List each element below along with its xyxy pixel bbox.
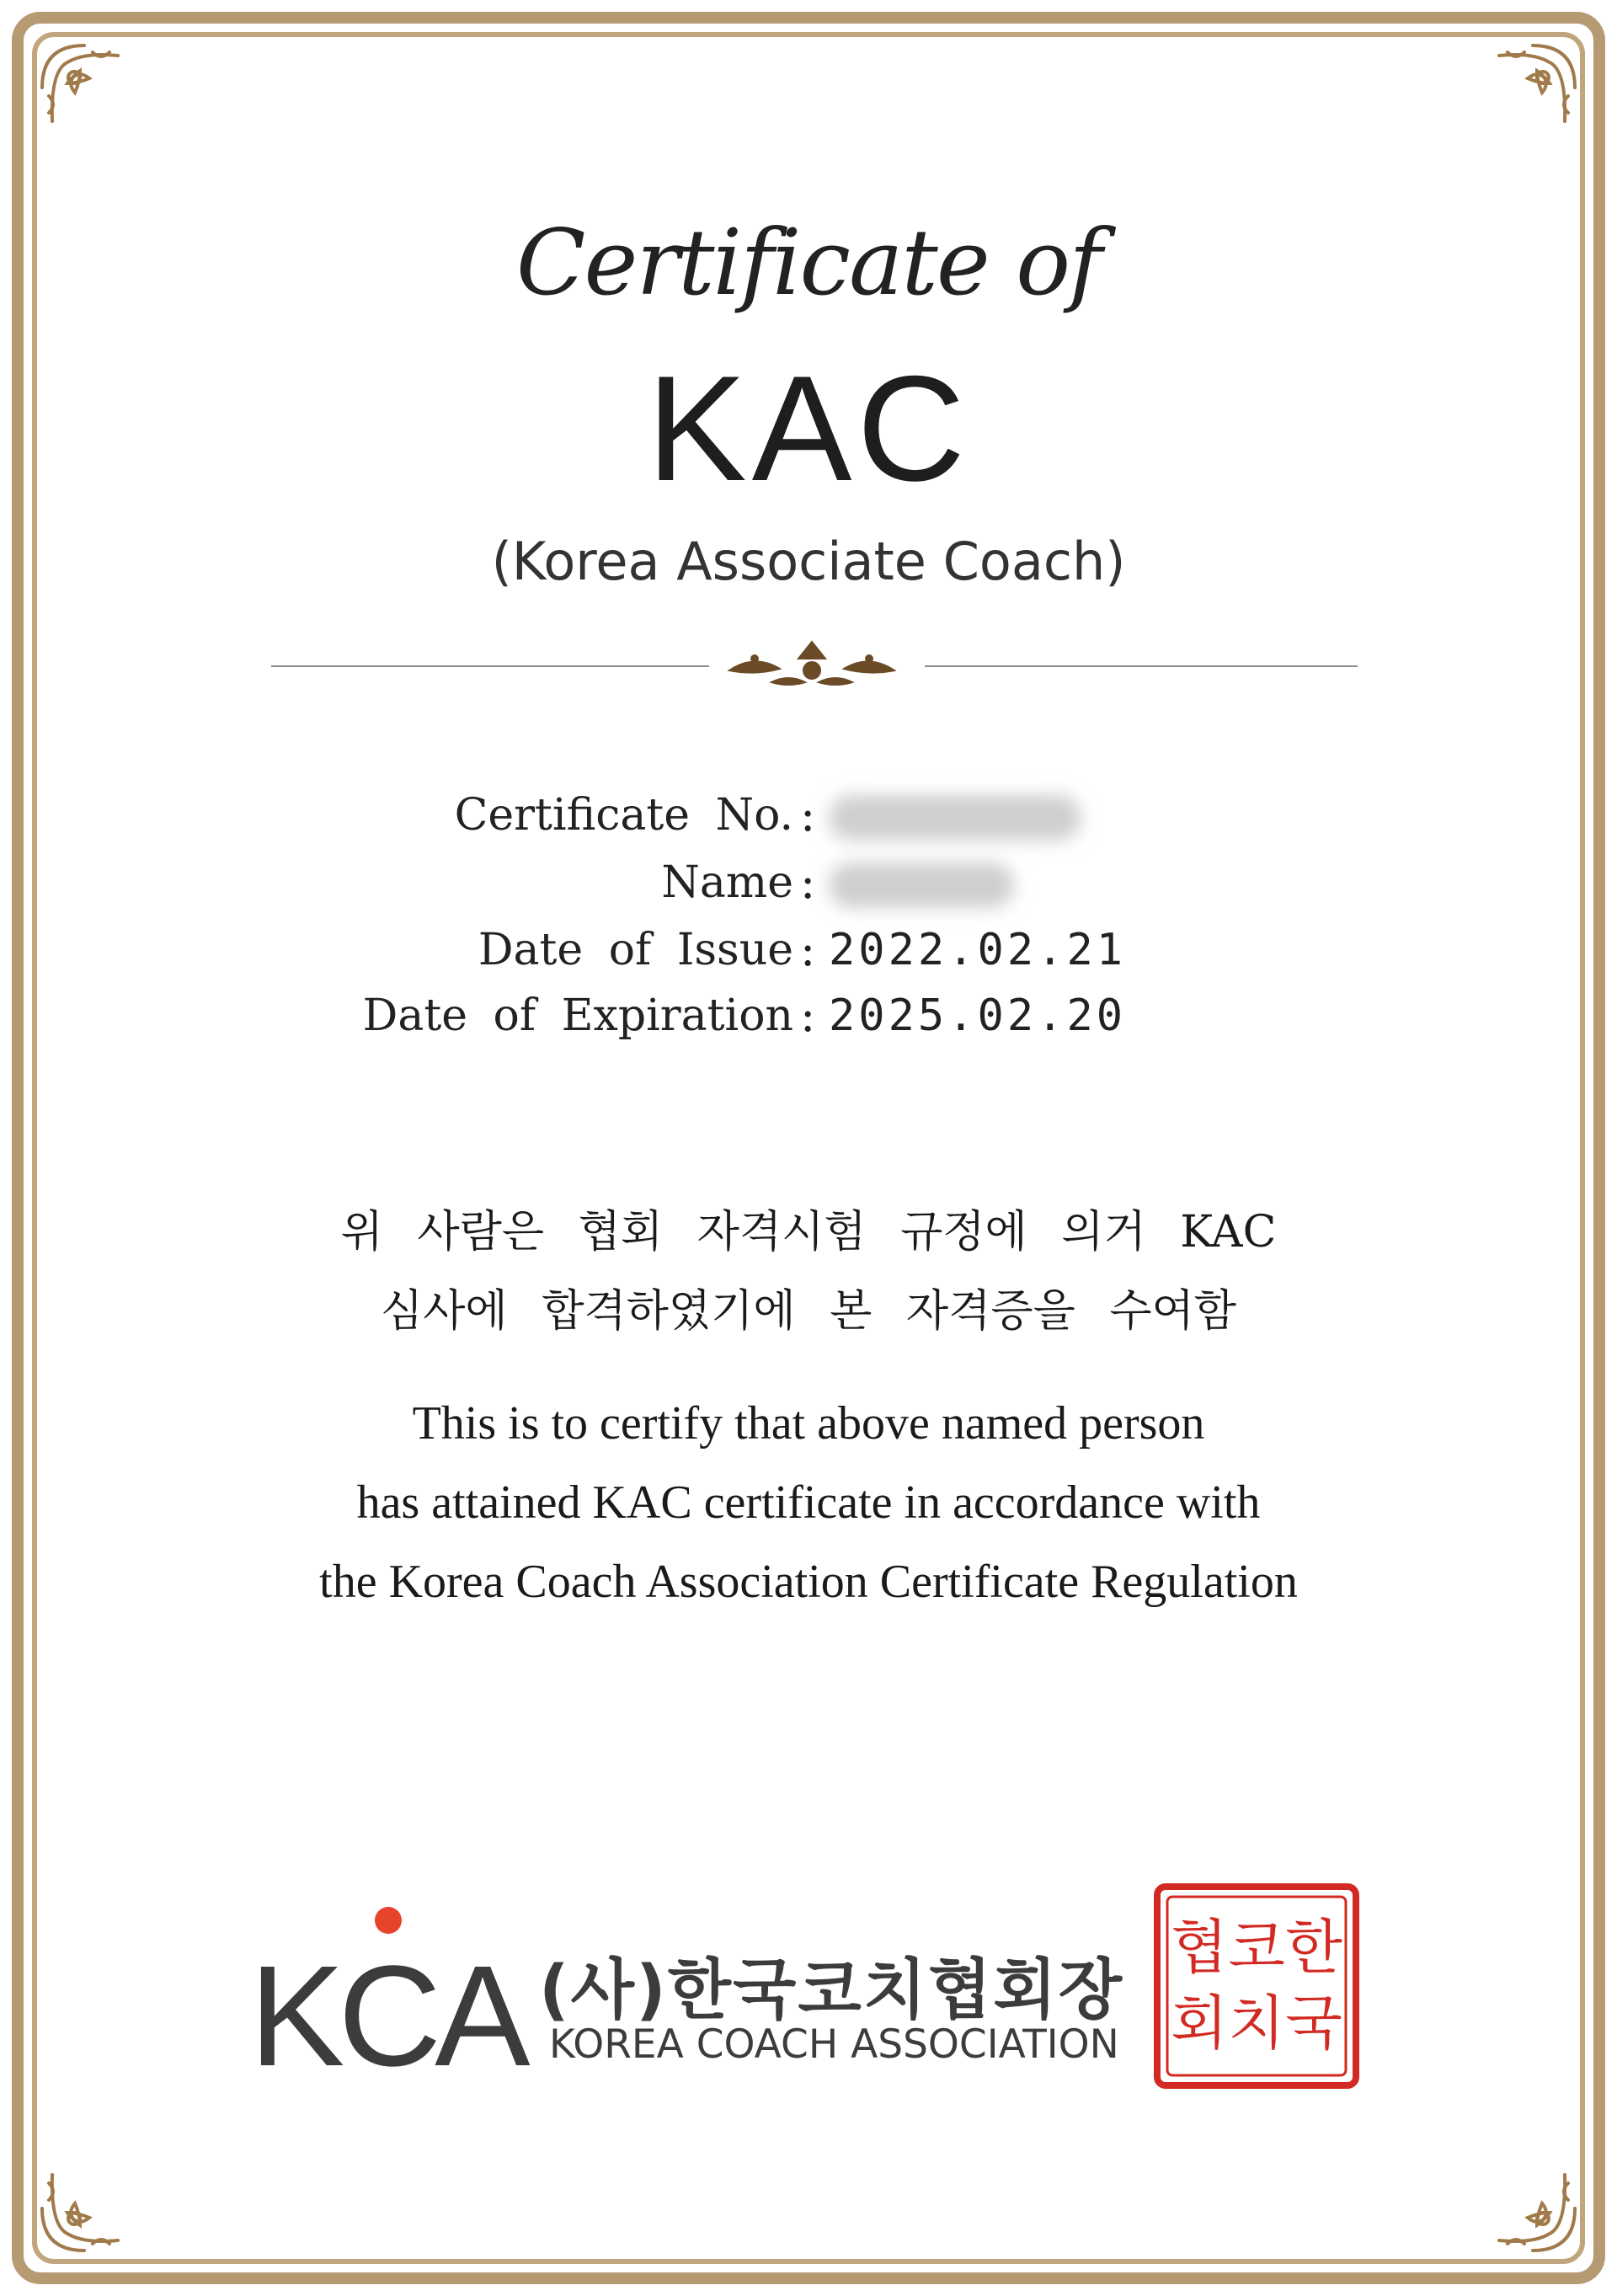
svg-text:코: 코 <box>1228 1913 1285 1982</box>
expiration-date-value: 2025.02.20 <box>829 990 1127 1041</box>
corner-ornament-icon <box>34 37 143 147</box>
statement-en-line: has attained KAC certificate in accordance with <box>356 1476 1261 1529</box>
issuer-name-en: KOREA COACH ASSOCIATION <box>549 2021 1119 2068</box>
divider-ornament-icon <box>721 633 903 701</box>
certificate-subtitle: (Korea Associate Coach) <box>491 531 1126 592</box>
expiration-date-label: Date of Expiration <box>362 990 793 1041</box>
statement-kr-line: 위 사람은 협회 자격시험 규정에 의거 KAC <box>340 1207 1277 1257</box>
svg-text:국: 국 <box>1285 1989 1342 2058</box>
name-label: Name <box>661 857 793 908</box>
divider-right <box>925 665 1358 667</box>
issuer-name-kr: (사)한국코치협회장 <box>539 1952 1124 2028</box>
kca-logo-icon <box>249 1887 536 2072</box>
svg-text:협: 협 <box>1171 1913 1228 1982</box>
corner-ornament-icon <box>1474 37 1583 147</box>
field-colon: : <box>800 989 816 1042</box>
field-colon: : <box>800 923 816 976</box>
svg-text:한: 한 <box>1285 1913 1342 1982</box>
field-colon: : <box>800 856 816 909</box>
certificate-no-label: Certificate No. <box>454 790 793 841</box>
script-heading: Certificate of <box>515 211 1102 316</box>
issue-date-label: Date of Issue <box>478 925 793 975</box>
statement-kr-line: 심사에 합격하였기에 본 자격증을 수여함 <box>380 1286 1237 1337</box>
logo-mark-text: KCA <box>249 1936 524 2072</box>
official-seal-icon <box>1154 1883 1359 2089</box>
divider-left <box>271 665 709 667</box>
field-colon: : <box>800 788 816 841</box>
certificate-title: KAC <box>647 344 970 512</box>
issue-date-value: 2022.02.21 <box>829 925 1127 975</box>
statement-en-line: This is to certify that above named person <box>412 1397 1205 1450</box>
certificate-no-redacted <box>829 795 1081 841</box>
name-redacted <box>829 862 1014 908</box>
svg-text:치: 치 <box>1228 1989 1285 2058</box>
corner-ornament-icon <box>1474 2149 1583 2259</box>
svg-text:회: 회 <box>1171 1989 1228 2058</box>
statement-en-line: the Korea Coach Association Certificate Regulation <box>319 1556 1298 1608</box>
corner-ornament-icon <box>34 2149 143 2259</box>
